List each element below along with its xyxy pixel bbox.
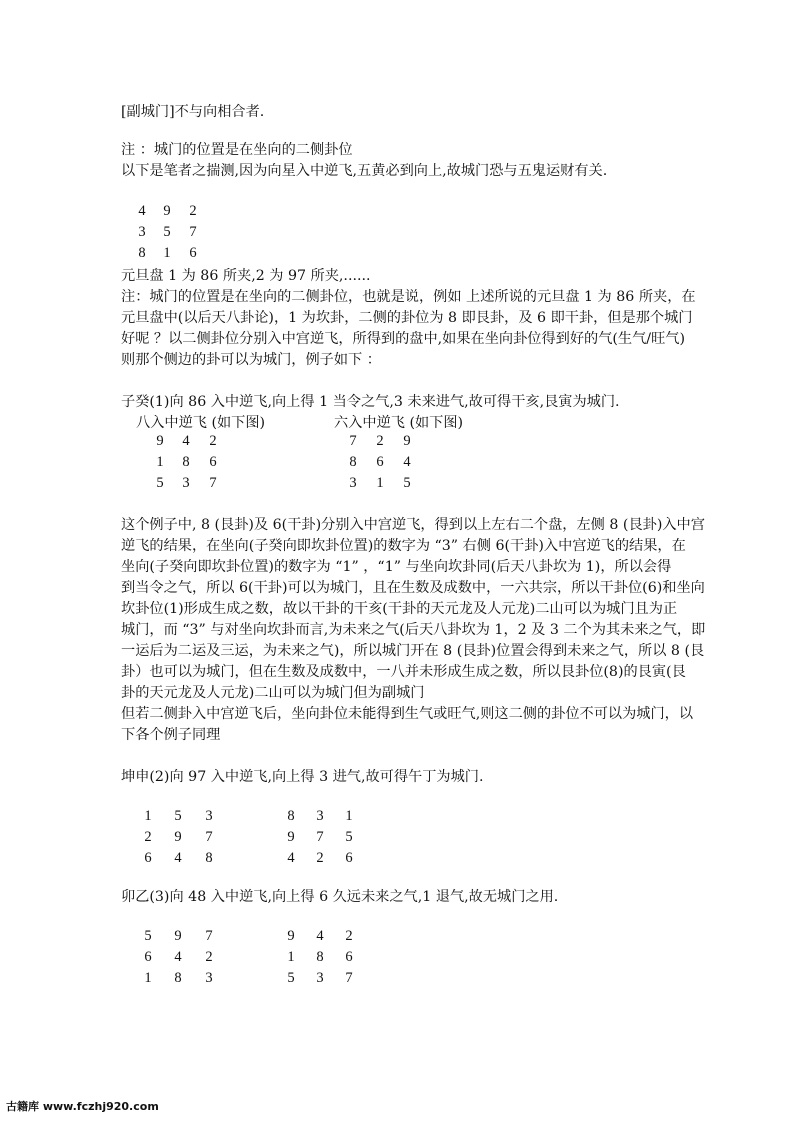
text-line: 坐向(子癸向即坎卦位置)的数字为 “1” ，“1” 与坐向坎卦同(后天八卦坎为 1)，所以会得 (121, 559, 672, 575)
grid-cell: 3 (205, 970, 213, 986)
grid-cell: 5 (345, 829, 353, 845)
grid-cell: 1 (144, 970, 152, 986)
grid-cell: 8 (182, 454, 190, 470)
text-line: 一运后为二运及三运，为未来之气)，所以城门开在 8 (艮卦)位置会得到未来之气，所以 8 (艮 (121, 643, 705, 659)
text-line: 好呢 ？以二侧卦位分别入中宫逆飞，所得到的盘中,如果在坐向卦位得到好的气(生气/旺气) (121, 331, 685, 347)
grid-cell: 1 (345, 808, 353, 824)
grid-cell: 1 (287, 949, 295, 965)
grid-cell: 9 (403, 433, 411, 449)
text-line: 注 ：城门的位置是在坐向的二侧卦位 (121, 142, 353, 158)
grid-cell: 4 (174, 949, 182, 965)
text-line: 卦的天元龙及人元龙)二山可以为城门但为副城门 (121, 685, 425, 701)
label-left: 八入中逆飞 (如下图) (136, 415, 266, 431)
text-line: 注：城门的位置是在坐向的二侧卦位，也就是说，例如 上述所说的元旦盘 1 为 86 所夹，在 (121, 289, 696, 305)
grid-cell: 3 (205, 808, 213, 824)
text-line: 坎卦位(1)形成生成之数，故以干卦的干亥(干卦的天元龙及人元龙)二山可以为城门且为正 (121, 601, 678, 617)
grid-cell: 8 (205, 850, 213, 866)
grid-cell: 7 (205, 829, 213, 845)
grid-cell: 2 (209, 433, 217, 449)
grid-cell: 9 (287, 829, 295, 845)
grid-cell: 2 (189, 203, 197, 219)
grid-cell: 2 (345, 928, 353, 944)
grid-cell: 5 (287, 970, 295, 986)
grid-cell: 9 (156, 433, 164, 449)
footer-watermark: 古籍库 www.fczhj920.com (6, 1100, 159, 1113)
grid-cell: 4 (316, 928, 324, 944)
text-line: 元旦盘 1 为 86 所夹,2 为 97 所夹,...... (121, 268, 371, 284)
text-line: 卦）也可以为城门，但在生数及成数中，一八并未形成生成之数，所以艮卦位(8)的艮寅(艮 (121, 664, 686, 680)
grid-cell: 5 (144, 928, 152, 944)
text-line: 这个例子中, 8 (艮卦)及 6(干卦)分别入中宫逆飞，得到以上左右二个盘，左侧 8 (艮卦)入中宫 (121, 517, 705, 533)
grid-cell: 1 (376, 475, 384, 491)
grid-cell: 4 (138, 203, 146, 219)
grid-cell: 8 (349, 454, 357, 470)
grid-cell: 5 (156, 475, 164, 491)
grid-cell: 1 (163, 245, 171, 261)
label-right: 六入中逆飞 (如下图) (334, 415, 464, 431)
grid-cell: 6 (144, 949, 152, 965)
grid-cell: 3 (138, 224, 146, 240)
text-line: 但若二侧卦入中宫逆飞后，坐向卦位未能得到生气或旺气,则这二侧的卦位不可以为城门，以 (121, 706, 694, 722)
text-line: 元旦盘中(以后天八卦论)，1 为坎卦，二侧的卦位为 8 即艮卦，及 6 即干卦，但是那个城门 (121, 310, 693, 326)
text-line: 卯乙(3)向 48 入中逆飞,向上得 6 久远未来之气,1 退气,故无城门之用. (121, 889, 559, 905)
grid-cell: 7 (349, 433, 357, 449)
grid-cell: 9 (287, 928, 295, 944)
grid-cell: 8 (316, 949, 324, 965)
grid-cell: 2 (376, 433, 384, 449)
grid-cell: 6 (376, 454, 384, 470)
grid-cell: 9 (163, 203, 171, 219)
grid-cell: 2 (316, 850, 324, 866)
grid-cell: 3 (316, 808, 324, 824)
text-line: 到当令之气，所以 6(干卦)可以为城门，且在生数及成数中，一六共宗，所以干卦位(6)和坐向 (121, 580, 705, 596)
grid-cell: 8 (287, 808, 295, 824)
grid-cell: 4 (403, 454, 411, 470)
grid-cell: 4 (174, 850, 182, 866)
grid-cell: 7 (205, 928, 213, 944)
grid-cell: 9 (174, 928, 182, 944)
grid-cell: 4 (287, 850, 295, 866)
grid-cell: 3 (349, 475, 357, 491)
text-line: [副城门]不与向相合者. (121, 104, 265, 120)
grid-cell: 7 (316, 829, 324, 845)
grid-cell: 1 (144, 808, 152, 824)
grid-cell: 5 (403, 475, 411, 491)
grid-cell: 6 (345, 949, 353, 965)
text-line: 逆飞的结果，在坐向(子癸向即坎卦位置)的数字为 “3” 右侧 6(干卦)入中宫逆飞的结果，在 (121, 538, 686, 554)
grid-cell: 7 (189, 224, 197, 240)
grid-cell: 6 (209, 454, 217, 470)
grid-cell: 8 (174, 970, 182, 986)
grid-cell: 6 (144, 850, 152, 866)
text-line: 子癸(1)向 86 入中逆飞,向上得 1 当令之气,3 未来进气,故可得干亥,艮寅为城门. (121, 394, 620, 410)
grid-cell: 7 (345, 970, 353, 986)
text-line: 下各个例子同理 (121, 727, 221, 743)
grid-cell: 5 (163, 224, 171, 240)
text-line: 则那个侧边的卦可以为城门，例子如下 ： (121, 352, 381, 368)
text-line: 城门，而 “3” 与对坐向坎卦而言,为未来之气(后天八卦坎为 1，2 及 3 二个为其未来之气，即 (121, 622, 706, 638)
grid-cell: 3 (316, 970, 324, 986)
grid-cell: 1 (156, 454, 164, 470)
grid-cell: 3 (182, 475, 190, 491)
grid-cell: 8 (138, 245, 146, 261)
grid-cell: 6 (345, 850, 353, 866)
grid-cell: 6 (189, 245, 197, 261)
grid-cell: 2 (144, 829, 152, 845)
grid-cell: 5 (174, 808, 182, 824)
grid-cell: 9 (174, 829, 182, 845)
grid-cell: 2 (205, 949, 213, 965)
text-line: 坤申(2)向 97 入中逆飞,向上得 3 进气,故可得午丁为城门. (121, 769, 484, 785)
text-line: 以下是笔者之揣测,因为向星入中逆飞,五黄必到向上,故城门恐与五鬼运财有关. (121, 163, 608, 179)
grid-cell: 4 (182, 433, 190, 449)
grid-cell: 7 (209, 475, 217, 491)
